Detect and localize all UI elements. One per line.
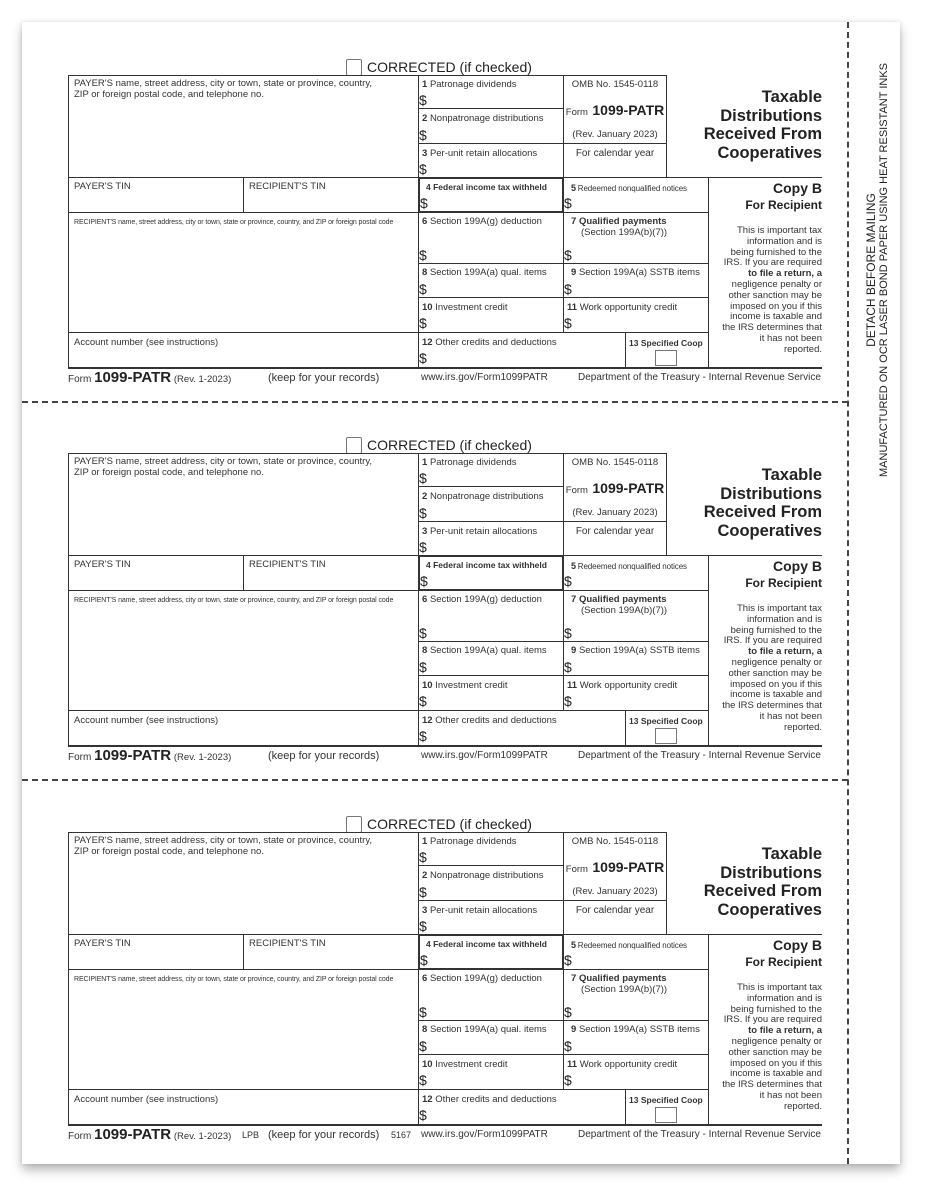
box-13-label: 13 Specified Coop (629, 716, 703, 726)
box-11-label: 11 Work opportunity credit (567, 302, 678, 313)
box-5-label: 5 Redeemed nonqualified notices (571, 561, 687, 571)
box-4-field[interactable]: $ (420, 952, 428, 968)
corrected-checkbox[interactable] (346, 437, 362, 454)
box-1-label: 1 Patronage dividends (422, 79, 517, 90)
form-copy-3 (0, 815, 925, 1193)
recipient-name-label: RECIPIENT'S name, street address, city or town, state or province, country, and ZIP or foreign postal code (74, 976, 394, 983)
box-12-field[interactable]: $ (419, 1107, 427, 1123)
box-11-label: 11 Work opportunity credit (567, 680, 678, 691)
form-title: Taxable Distributions Received From Cooperatives (703, 466, 822, 540)
box-3-label: 3 Per-unit retain allocations (422, 148, 538, 159)
box-3-label: 3 Per-unit retain allocations (422, 905, 538, 916)
box-11-field[interactable]: $ (564, 315, 572, 331)
specified-coop-checkbox[interactable] (655, 350, 677, 366)
recipient-name-label: RECIPIENT'S name, street address, city or town, state or province, country, and ZIP or foreign postal code (74, 597, 394, 604)
footer-form-id: Form 1099-PATR (Rev. 1-2023) (68, 747, 232, 764)
payer-tin-label: PAYER'S TIN (74, 938, 131, 949)
box-7-field[interactable]: $ (564, 625, 572, 641)
for-recipient-label: For Recipient (745, 955, 822, 969)
box-9-label: 9 Section 199A(a) SSTB items (571, 645, 700, 656)
box-12-label: 12 Other credits and deductions (422, 715, 557, 726)
form-revision: (Rev. January 2023) (572, 886, 658, 897)
box-9-label: 9 Section 199A(a) SSTB items (571, 267, 700, 278)
account-number-label: Account number (see instructions) (74, 1094, 219, 1105)
form-title: Taxable Distributions Received From Cooperatives (703, 845, 822, 919)
box-1-field[interactable]: $ (419, 470, 427, 486)
footer-department: Department of the Treasury - Internal Revenue Service (578, 750, 821, 761)
box-8-field[interactable]: $ (419, 659, 427, 675)
omb-number: OMB No. 1545-0118 (571, 836, 659, 847)
corrected-checkbox-row[interactable] (346, 58, 532, 76)
recipient-tin-label: RECIPIENT'S TIN (249, 181, 326, 192)
box-8-label: 8 Section 199A(a) qual. items (422, 267, 547, 278)
calendar-year-label: For calendar year (575, 905, 655, 916)
recipient-notice: This is important tax information and is being furnished to the IRS. If you are required to file a return, a negligence penalty or other sanction may be imposed on you if this income is taxable and the IRS determines that it has not been reported. (722, 982, 822, 1112)
calendar-year-label: For calendar year (575, 148, 655, 159)
box-7-label: 7 Qualified payments (Section 199A(b)(7)) (571, 973, 668, 995)
footer-form-id: Form 1099-PATR (Rev. 1-2023) (68, 1126, 232, 1143)
account-number-label: Account number (see instructions) (74, 715, 219, 726)
box-8-field[interactable]: $ (419, 281, 427, 297)
box-2-field[interactable]: $ (419, 884, 427, 900)
box-9-field[interactable]: $ (564, 281, 572, 297)
paper-notice: MANUFACTURED ON OCR LASER BOND PAPER USING HEAT RESISTANT INKS (878, 63, 890, 477)
box-7-field[interactable]: $ (564, 1004, 572, 1020)
box-7-label: 7 Qualified payments (Section 199A(b)(7)) (571, 594, 668, 616)
box-10-label: 10 Investment credit (422, 1059, 508, 1070)
copy-b-label: Copy B (773, 558, 822, 574)
payer-tin-label: PAYER'S TIN (74, 559, 131, 570)
specified-coop-checkbox[interactable] (655, 728, 677, 744)
box-6-field[interactable]: $ (419, 247, 427, 263)
footer-keep-records: (keep for your records) (268, 372, 380, 384)
corrected-checkbox[interactable] (346, 59, 362, 76)
box-12-field[interactable]: $ (419, 728, 427, 744)
box-3-label: 3 Per-unit retain allocations (422, 526, 538, 537)
box-10-label: 10 Investment credit (422, 302, 508, 313)
recipient-name-label: RECIPIENT'S name, street address, city or town, state or province, country, and ZIP or foreign postal code (74, 219, 394, 226)
box-9-field[interactable]: $ (564, 1038, 572, 1054)
box-1-field[interactable]: $ (419, 92, 427, 108)
box-6-label: 6 Section 199A(g) deduction (422, 594, 542, 605)
footer-department: Department of the Treasury - Internal Revenue Service (578, 372, 821, 383)
box-5-label: 5 Redeemed nonqualified notices (571, 183, 687, 193)
box-13-label: 13 Specified Coop (629, 338, 703, 348)
box-2-label: 2 Nonpatronage distributions (422, 870, 544, 881)
box-8-field[interactable]: $ (419, 1038, 427, 1054)
box-2-field[interactable]: $ (419, 505, 427, 521)
footer-form-code: 5167 (391, 1130, 412, 1140)
form-copy-1 (0, 58, 925, 436)
box-6-label: 6 Section 199A(g) deduction (422, 216, 542, 227)
form-revision: (Rev. January 2023) (572, 507, 658, 518)
box-8-label: 8 Section 199A(a) qual. items (422, 645, 547, 656)
corrected-label: CORRECTED (if checked) (367, 816, 532, 832)
box-4-field[interactable]: $ (420, 195, 428, 211)
recipient-tin-label: RECIPIENT'S TIN (249, 559, 326, 570)
box-6-field[interactable]: $ (419, 625, 427, 641)
footer-url[interactable]: www.irs.gov/Form1099PATR (421, 1129, 548, 1140)
box-9-field[interactable]: $ (564, 659, 572, 675)
box-3-field[interactable]: $ (419, 918, 427, 934)
copy-b-label: Copy B (773, 937, 822, 953)
for-recipient-label: For Recipient (745, 576, 822, 590)
box-2-label: 2 Nonpatronage distributions (422, 113, 544, 124)
payer-name-label: PAYER'S name, street address, city or town, state or province, country, ZIP or foreign postal code, and telephone no. (74, 456, 373, 478)
corrected-label: CORRECTED (if checked) (367, 437, 532, 453)
for-recipient-label: For Recipient (745, 198, 822, 212)
footer-keep-records: (keep for your records) (268, 750, 380, 762)
box-3-field[interactable]: $ (419, 161, 427, 177)
recipient-tin-label: RECIPIENT'S TIN (249, 938, 326, 949)
box-1-label: 1 Patronage dividends (422, 836, 517, 847)
box-4-field[interactable]: $ (420, 573, 428, 589)
box-10-field[interactable]: $ (419, 315, 427, 331)
account-number-label: Account number (see instructions) (74, 337, 219, 348)
box-11-field[interactable]: $ (564, 693, 572, 709)
box-7-label: 7 Qualified payments (Section 199A(b)(7)) (571, 216, 668, 238)
box-12-label: 12 Other credits and deductions (422, 1094, 557, 1105)
recipient-notice: This is important tax information and is being furnished to the IRS. If you are required to file a return, a negligence penalty or other sanction may be imposed on you if this income is taxable and the IRS determines that it has not been reported. (722, 603, 822, 733)
corrected-checkbox-row[interactable] (346, 436, 532, 454)
footer-form-id: Form 1099-PATR (Rev. 1-2023) (68, 369, 232, 386)
omb-number: OMB No. 1545-0118 (571, 79, 659, 90)
recipient-notice: This is important tax information and is being furnished to the IRS. If you are required to file a return, a negligence penalty or other sanction may be imposed on you if this income is taxable and the IRS determines that it has not been reported. (722, 225, 822, 355)
detach-notice: DETACH BEFORE MAILING (864, 193, 878, 347)
box-10-field[interactable]: $ (419, 693, 427, 709)
footer-url[interactable]: www.irs.gov/Form1099PATR (421, 750, 548, 761)
corrected-label: CORRECTED (if checked) (367, 59, 532, 75)
box-1-label: 1 Patronage dividends (422, 457, 517, 468)
box-4-label: 4 Federal income tax withheld (426, 560, 547, 570)
copy-b-label: Copy B (773, 180, 822, 196)
box-7-field[interactable]: $ (564, 247, 572, 263)
footer-url[interactable]: www.irs.gov/Form1099PATR (421, 372, 548, 383)
footer-lpb-code: LPB (242, 1130, 260, 1140)
box-10-field[interactable]: $ (419, 1072, 427, 1088)
specified-coop-checkbox[interactable] (655, 1107, 677, 1123)
box-11-label: 11 Work opportunity credit (567, 1059, 678, 1070)
corrected-checkbox-row[interactable] (346, 815, 532, 833)
form-name-block: Form 1099-PATR (565, 480, 665, 496)
box-3-field[interactable]: $ (419, 539, 427, 555)
box-1-field[interactable]: $ (419, 849, 427, 865)
box-2-field[interactable]: $ (419, 127, 427, 143)
box-4-label: 4 Federal income tax withheld (426, 939, 547, 949)
form-title: Taxable Distributions Received From Cooperatives (703, 88, 822, 162)
box-5-field[interactable]: $ (564, 952, 572, 968)
payer-tin-label: PAYER'S TIN (74, 181, 131, 192)
corrected-checkbox[interactable] (346, 816, 362, 833)
form-revision: (Rev. January 2023) (572, 129, 658, 140)
footer-department: Department of the Treasury - Internal Revenue Service (578, 1129, 821, 1140)
box-10-label: 10 Investment credit (422, 680, 508, 691)
box-12-label: 12 Other credits and deductions (422, 337, 557, 348)
box-6-label: 6 Section 199A(g) deduction (422, 973, 542, 984)
form-name-block: Form 1099-PATR (565, 859, 665, 875)
box-6-field[interactable]: $ (419, 1004, 427, 1020)
box-8-label: 8 Section 199A(a) qual. items (422, 1024, 547, 1035)
box-5-field[interactable]: $ (564, 195, 572, 211)
box-5-field[interactable]: $ (564, 573, 572, 589)
box-5-label: 5 Redeemed nonqualified notices (571, 940, 687, 950)
payer-name-label: PAYER'S name, street address, city or town, state or province, country, ZIP or foreign postal code, and telephone no. (74, 835, 373, 857)
box-9-label: 9 Section 199A(a) SSTB items (571, 1024, 700, 1035)
payer-name-label: PAYER'S name, street address, city or town, state or province, country, ZIP or foreign postal code, and telephone no. (74, 78, 373, 100)
form-copy-2 (0, 436, 925, 814)
box-2-label: 2 Nonpatronage distributions (422, 491, 544, 502)
footer-keep-records: (keep for your records) (268, 1129, 380, 1141)
box-12-field[interactable]: $ (419, 350, 427, 366)
box-11-field[interactable]: $ (564, 1072, 572, 1088)
form-name-block: Form 1099-PATR (565, 102, 665, 118)
omb-number: OMB No. 1545-0118 (571, 457, 659, 468)
box-13-label: 13 Specified Coop (629, 1095, 703, 1105)
box-4-label: 4 Federal income tax withheld (426, 182, 547, 192)
calendar-year-label: For calendar year (575, 526, 655, 537)
